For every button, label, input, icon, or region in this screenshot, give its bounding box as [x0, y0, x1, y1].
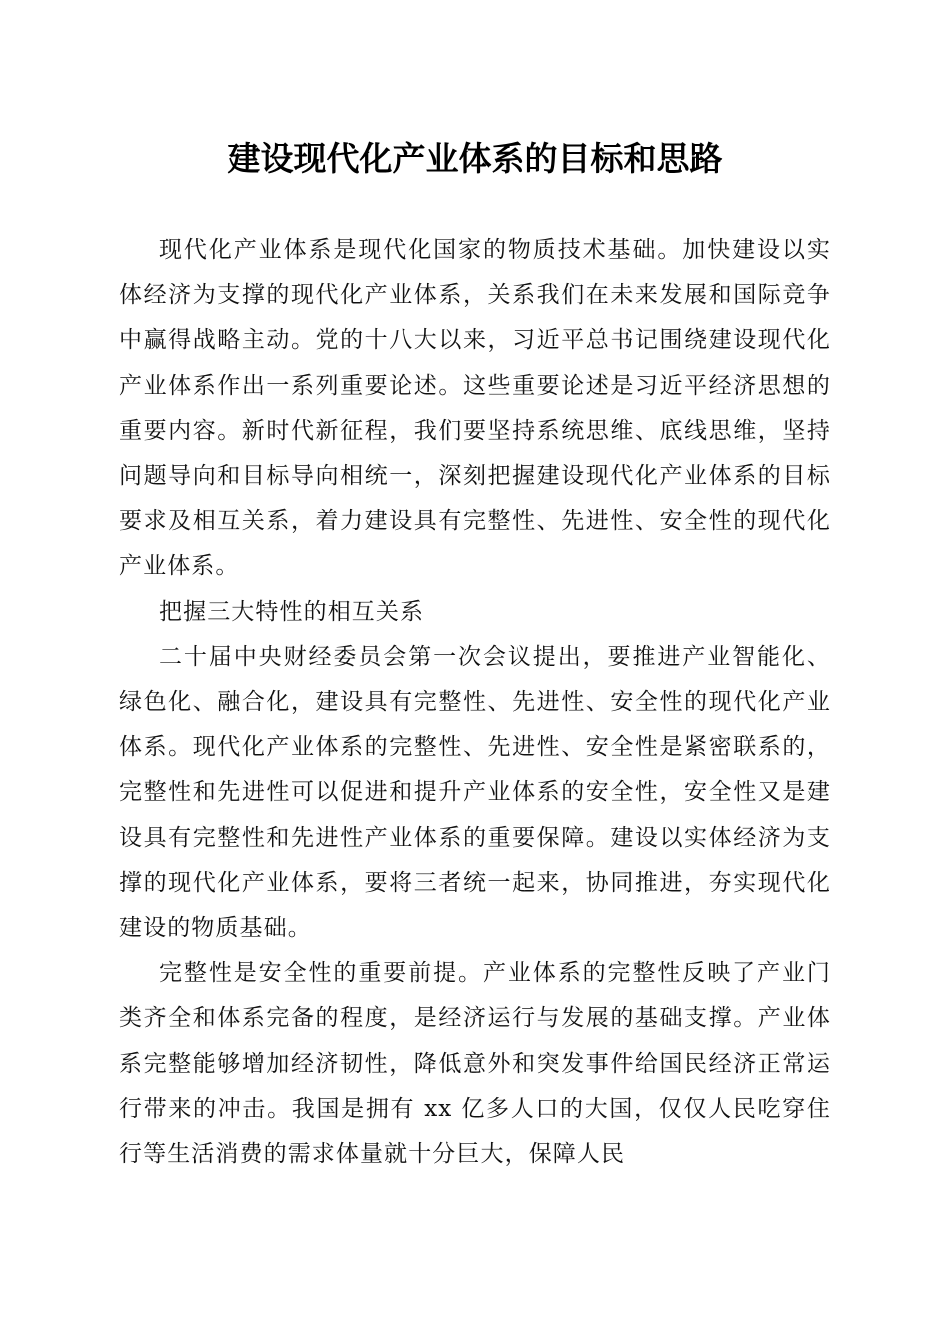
paragraph-completeness: 完整性是安全性的重要前提。产业体系的完整性反映了产业门类齐全和体系完备的程度，是经济运行与发展的基础支撑。产业体系完整能够增加经济韧性，降低意外和突发事件给国民经济正常运行带来的冲击。我国是拥有 xx 亿多人口的大国，仅仅人民吃穿住行等生活消费的需求体量就十分巨大，保障人民	[119, 960, 831, 1168]
document-body	[119, 228, 831, 1177]
paragraph-three-characteristics: 二十届中央财经委员会第一次会议提出，要推进产业智能化、绿色化、融合化，建设具有完整性、先进性、安全性的现代化产业体系。现代化产业体系的完整性、先进性、安全性是紧密联系的，完整性和先进性可以促进和提升产业体系的安全性，安全性又是建设具有完整性和先进性产业体系的重要保障。建设以实体经济为支撑的现代化产业体系，要将三者统一起来，协同推进，夯实现代化建设的物质基础。	[119, 643, 831, 942]
paragraph-intro: 现代化产业体系是现代化国家的物质技术基础。加快建设以实体经济为支撑的现代化产业体系，关系我们在未来发展和国际竞争中赢得战略主动。党的十八大以来，习近平总书记围绕建设现代化产业体系作出一系列重要论述。这些重要论述是习近平经济思想的重要内容。新时代新征程，我们要坚持系统思维、底线思维，坚持问题导向和目标导向相统一，深刻把握建设现代化产业体系的目标要求及相互关系，着力建设具有完整性、先进性、安全性的现代化产业体系。	[119, 237, 831, 580]
document-title: 建设现代化产业体系的目标和思路	[227, 139, 723, 178]
section-heading: 把握三大特性的相互关系	[159, 598, 425, 625]
